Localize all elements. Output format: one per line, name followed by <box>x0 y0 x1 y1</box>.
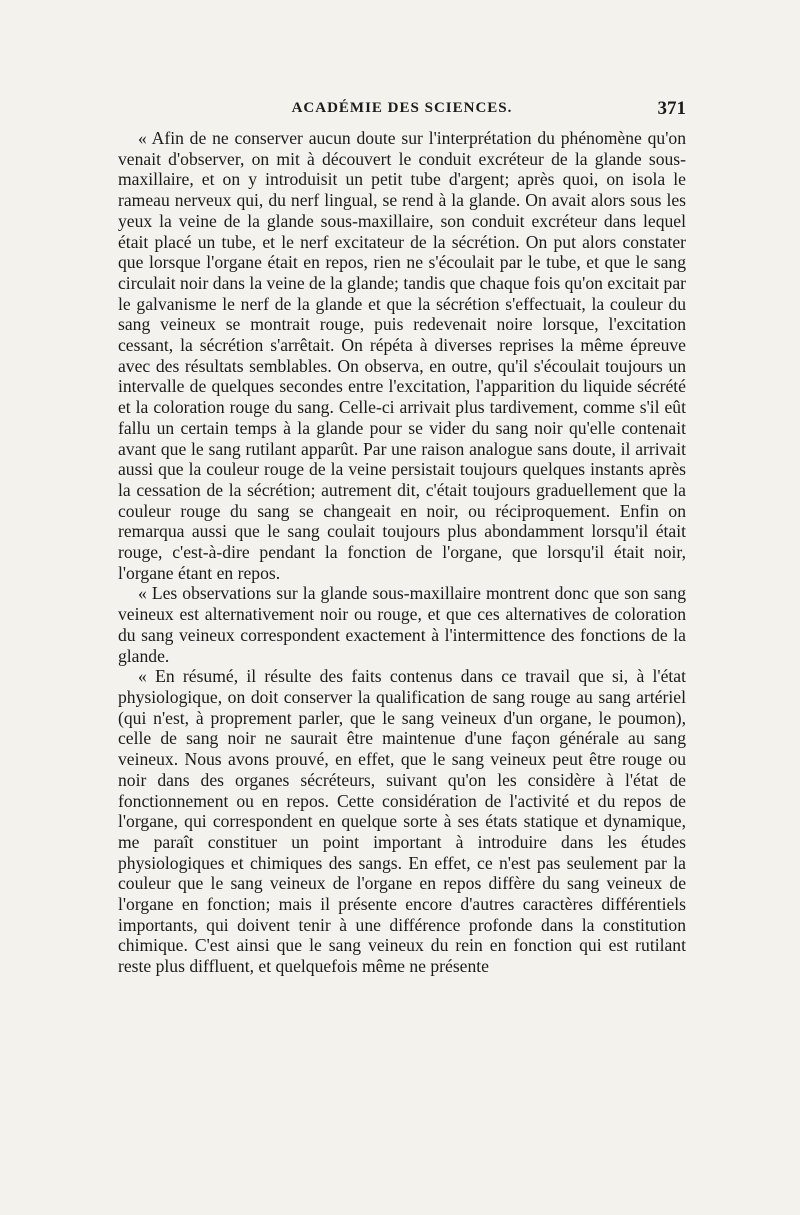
body-text <box>118 128 686 977</box>
running-header <box>118 98 686 128</box>
page-number: 371 <box>657 98 686 119</box>
document-page <box>118 98 686 977</box>
running-title: ACADÉMIE DES SCIENCES. <box>291 100 513 116</box>
paragraph-2: « Les observations sur la glande sous-maxillaire montrent donc que son sang veineux est alternativement noir ou rouge, et que ces alternatives de coloration du sang veineux correspondent exactement à l'intermittence des fonctions de la glande. <box>118 583 686 666</box>
paragraph-1: « Afin de ne conserver aucun doute sur l'interprétation du phénomène qu'on venait d'observer, on mit à découvert le conduit excréteur de la glande sous-maxillaire, et on y introduisit un petit tube d'argent; après quoi, on isola le rameau nerveux qui, du nerf lingual, se rend à la glande. On avait alors sous les yeux la veine de la glande sous-maxillaire, son conduit excréteur dans lequel était placé un tube, et le nerf excitateur de la sécrétion. On put alors constater que lorsque l'organe était en repos, rien ne s'écoulait par le tube, et que le sang circulait noir dans la veine de la glande; tandis que chaque fois qu'on excitait par le galvanisme le nerf de la glande et que la sécrétion s'effectuait, la couleur du sang veineux se montrait rouge, puis redevenait noire lorsque, l'excitation cessant, la sécrétion s'arrêtait. On répéta à diverses reprises la même épreuve avec des résultats semblables. On observa, en outre, qu'il s'écoulait toujours un intervalle de quelques secondes entre l'excitation, l'apparition du liquide sécrété et la coloration rouge du sang. Celle-ci arrivait plus tardivement, comme s'il eût fallu un certain temps à la glande pour se vider du sang noir qu'elle contenait avant que le sang rutilant apparût. Par une raison analogue sans doute, il arrivait aussi que la couleur rouge de la veine persistait toujours quelques instants après la cessation de la sécrétion; autrement dit, c'était toujours graduellement que la couleur rouge du sang se changeait en noir, ou réciproquement. Enfin on remarqua aussi que le sang coulait toujours plus abondamment lorsqu'il était rouge, c'est-à-dire pendant la fonction de l'organe, que lorsqu'il était noir, l'organe étant en repos. <box>118 128 686 583</box>
paragraph-3: « En résumé, il résulte des faits contenus dans ce travail que si, à l'état physiologique, on doit conserver la qualification de sang rouge au sang artériel (qui n'est, à proprement parler, que le sang veineux d'un organe, le poumon), celle de sang noir ne saurait être maintenue d'une façon générale au sang veineux. Nous avons prouvé, en effet, que le sang veineux peut être rouge ou noir dans des organes sécréteurs, suivant qu'on les considère à l'état de fonctionnement ou en repos. Cette considération de l'activité et du repos de l'organe, qui correspondent en quelque sorte à ses états statique et dynamique, me paraît constituer un point important à introduire dans les études physiologiques et chimiques des sangs. En effet, ce n'est pas seulement par la couleur que le sang veineux de l'organe en repos diffère du sang veineux de l'organe en fonction; mais il présente encore d'autres caractères différentiels importants, qui doivent tenir à une différence profonde dans la constitution chimique. C'est ainsi que le sang veineux du rein en fonction qui est rutilant reste plus diffluent, et quelquefois même ne présente <box>118 666 686 977</box>
